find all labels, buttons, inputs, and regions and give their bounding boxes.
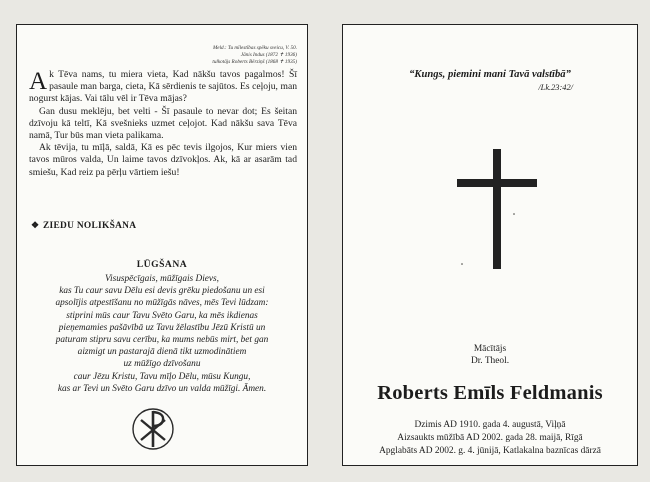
section-heading-text: ZIEDU NOLIKŠANA [43,221,137,231]
hymn-stanza-1-text: k Tēva nams, tu miera vieta, Kad nākšu tavos pagalmos! Šī pasaule man barga, cieta, Kā sērdienis te sajūtos. Es ceļoju, man nogurst kājas. Vai tālu vēl ir Tēva mājas? [29,69,297,105]
right-page [342,24,638,466]
bible-reference: /Lk.23:42/ [538,83,573,92]
hymn-stanza-1 [29,69,297,106]
prayer-title: LŪGŠANA [136,259,188,270]
four-point-star-icon: ❖ [31,220,40,230]
prayer-line: pieņemamies pašāvībā uz Tavu žēlastību Jēzū Kristū un [58,322,266,333]
prayer-line: kas ar Tevi un Svēto Garu dzīvo un valda mūžīgi. Āmen. [57,383,267,394]
prayer-line: apsolījis atpestīšanu no mūžīgās nāves, mēs Tevi lūdzam: [55,298,269,309]
epigraph: “Kungs, piemini mani Tavā valstībā” [409,69,571,80]
prayer-line: paturam stipru savu cerību, ka mums nebūs mirt, bet gan [55,335,269,346]
left-page [16,24,308,466]
hymn-stanza-3: Ak tēvija, tu mīļā, saldā, Kā es pēc tevis ilgojos, Kur miers vien tavos mūros valda, Un laime tavos dzīvokļos. Ak, kā ar asarām tad smiešu, Kad reiz pa pērļu vārtiem iešu! [29,142,297,178]
pastor-degree: Dr. Theol. [470,356,510,367]
hymn-text [29,69,297,179]
melody-line: Meld.: Tu mīlestības spēku sveicu, V. 50. [212,45,297,51]
prayer-line: aizmigt un pastarajā dienā tikt uzmodinātiem [77,347,247,358]
prayer-line: stiprini mūs caur Tavu Svēto Garu, ka mēs ikdienas [66,310,258,321]
melody-credit [117,45,297,66]
birth-date: Dzimis AD 1910. gada 4. augustā, Viļņā [414,420,566,430]
prayer-line: caur Jēzu Kristu, Tavu mīļo Dēlu, mūsu Kungu, [73,371,251,382]
paper-speck [513,213,515,215]
life-dates [343,419,637,458]
prayer-text [25,273,299,395]
author-line: Jānis Indus (1872 ✝ 1936) [240,52,297,58]
paper-speck [461,263,463,265]
hymn-stanza-2: Gan dusu meklēju, bet velti - Šī pasaule to nevar dot; Es šeitan dzīvoju kā teltī, Kā svešnieks uzmet ceļojot. Kad nākšu sava Tēva namā, Tur būs man vieta palikama. [29,105,297,142]
prayer-line: Visuspēcīgais, mūžīgais Dievs, [105,274,219,284]
pastor-title: Mācītājs [473,344,507,354]
section-heading [31,220,136,231]
prayer-line: uz mūžīgo dzīvošanu [123,359,201,370]
deceased-name: Roberts Emīls Feldmanis [377,382,603,404]
cross-icon [457,149,537,269]
prayer-line: kas Tu caur savu Dēlu esi devis grēku piedošanu un esi [59,286,265,297]
translator-line: tulkotājs Roberts Bērziņš (1868 ✝ 1935) [212,59,297,65]
chi-rho-icon [131,407,175,451]
death-date: Aizsaukts mūžībā AD 2002. gada 28. maijā, Rīgā [397,433,583,443]
pastor-title-block [343,343,637,368]
drop-cap: A [29,68,48,95]
burial-date: Apglabāts AD 2002. g. 4. jūnijā, Katlakalna baznīcas dārzā [379,446,601,456]
